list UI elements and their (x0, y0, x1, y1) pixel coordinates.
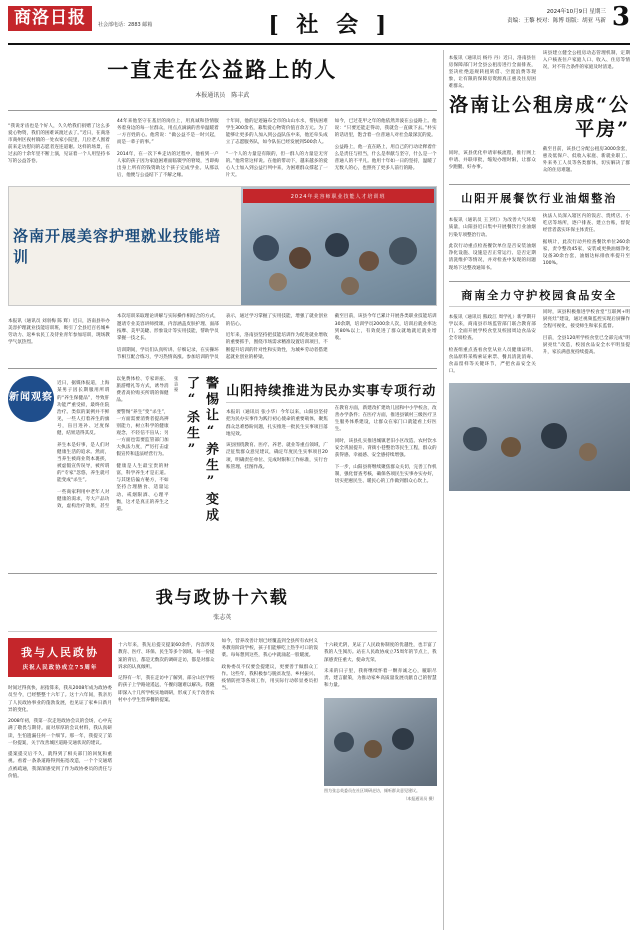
banner-text (9, 187, 241, 305)
paragraph: “一个人的力量是有限的，但一群人的力量是无穷的。”他常常这样说。在他的带动下，越来越多的爱心人士加入到公益行列中来，为困难群众撑起了一片天。 (225, 152, 328, 179)
paragraph: 截至目前，该县今年已累计开展各类职业技能培训30余期，培训学员2000余人次，培训后就业率达到80%以上，有效促进了群众就地就近就业增收。 (334, 314, 437, 341)
photo-figure (334, 732, 354, 752)
paragraph: 公益路上，他一直在路上，用自己的行动诠释着什么是责任与担当，什么是奉献与坚守，什么是一个普通人的不平凡。他用十年如一日的坚持，温暖了无数人的心，也照亮了更多人前行的路。 (334, 144, 437, 172)
paragraph: “我说牙齿也是个好人，久久给我们捐赠了这么多爱心物资，我们的困难该渡过去了。”近日，在商洛市商州区夜村镇的一处农家小院里，几位老人围着前来走访慰问的志愿者连连道谢。这样的场景，在过去的十余年里不断上演，见证着一个人用坚持书写的公益答卷。 (8, 123, 110, 165)
badge-title: 我与人民政协 (21, 645, 99, 659)
right-article-1 (449, 50, 630, 177)
banner-body (8, 313, 437, 360)
banner-headline: 洛南开展美容护理就业技能培训 (13, 227, 222, 267)
masthead-left (8, 6, 152, 31)
paragraph: 未来的日子里，我将继续怀着一颗赤诚之心，履职尽责、建言献策，为推动家乡高质量发展贡献自己的智慧和力量。 (324, 669, 437, 689)
right-article-2-headline: 山阳开展餐饮行业油烟整治 (461, 192, 618, 206)
paragraph: 在教育方面，新建改扩建幼儿园和中小学校舍，改善办学条件；在医疗方面，推进县镇村三级医疗卫生服务体系建设，让群众在家门口就能看上好医生。 (334, 405, 437, 433)
divider (449, 281, 630, 282)
paragraph: 如今，已过花甲之年的他依然奔波在公益路上。他说：“只要还能走得动，我就会一直做下去。”朴实的话语里，饱含着一位普通人对社会最深沉的爱。 (334, 119, 437, 139)
paragraph: 养生本是好事，是人们对健康生活的追求。然而，当养生被商业资本裹挟，被虚假宣传误导，被所谓的“专家”忽悠，养生就可能变成“杀生”。 (57, 442, 110, 484)
badge-subtitle: 庆祝人民政协成立75周年 (22, 664, 98, 671)
zhengxie-photo (324, 698, 437, 786)
photo-figure (289, 247, 311, 269)
observation-vertical (8, 376, 220, 566)
lead-paragraph: 本报讯（通讯员 刘羽梅 陈 辉）近日，洛南县举办美容护理就业技能培训班，吸引了全县近百名城乡劳动力、返乡农民工及待业青年参加培训，现场教学气氛热烈。 (8, 319, 110, 346)
paragraph: 同时，该县扎实推进城镇老旧小区改造、农村饮水安全巩固提升、背街小巷整治等民生工程，群众的获得感、幸福感、安全感持续增强。 (334, 438, 437, 458)
paragraph: 同时，该县积极推进学校食堂“互联网+明厨亮灶”建设，通过视频监控实现后厨操作全程可视化，接受师生和家长监督。 (542, 310, 630, 330)
zhengxie-headline: 我与政协十六载 (155, 587, 289, 608)
paragraph: 提案提交后不久，就得到了相关部门的回复和重视。看着一条条道路得到拓宽改造，一个个交通堵点被疏通，我深深感受到了作为政协委员的责任与价值。 (8, 752, 112, 779)
middle-section (8, 376, 437, 566)
photo-caption: 图为张志英委员在社区调研走访，倾听群众意见建议。 (324, 788, 420, 794)
zhengxie-body-col3 (324, 638, 437, 694)
right-article-1-headline: 洛南让公租房成“公平房” (449, 94, 630, 140)
masthead-contact: 社会部电话：2883 邮箱 (98, 21, 153, 28)
paragraph: 十六年来，我先后提交提案60余件，内容涉及教育、医疗、环保、民生等多个领域。每一份提案的背后，都是无数次的调研走访，都是对群众诉求的认真倾听。 (118, 643, 215, 670)
photo-banner-strip: 2024年美容师职业技能人才培训班 (243, 189, 434, 203)
paragraph: 据统计，此次行动共检查餐饮单位260余家，责令整改45家，安装或更换油烟净化设备30余台套，油烟达标排放率提升至100%。 (542, 239, 630, 266)
right-article-1-body (449, 146, 630, 178)
paragraph: 要警惕“养生”变“杀生”，一方面需要消费者提高辨别能力，树立科学的健康观念，不轻信不盲从；另一方面也需要监管部门加大执法力度，严厉打击虚假宣传和违法经营行为。 (116, 409, 169, 458)
paragraph: 培训期间，学员们认真听讲、仔细记录，在实操环节相互配合练习，学习热情高涨。参加培训的学员表示，通过学习掌握了实用技能，增强了就业创业的信心。 (116, 314, 328, 360)
shanyang-article (226, 376, 437, 566)
paragraph: 44年来他坚守在基层的岗位上，用真诚和热情服务着身边的每一位群众，用点点滴滴的善举温暖着一方百姓的心。他常说：“做公益不是一时兴起，而是一辈子的事。” (116, 119, 219, 146)
zhengxie-author: 张志英 (213, 613, 232, 621)
photo-figure (325, 233, 349, 257)
paragraph: 该县建立健全公租房动态管理机制，定期入户核查住户家庭人口、收入、住房等情况，对不符合条件的家庭及时清退。 (542, 51, 630, 71)
zhengxie-left (8, 638, 112, 930)
zhengxie-body-col1 (8, 681, 112, 785)
paragraph: 下一步，山阳县将继续聚焦群众关切，完善工作机制，强化督查考核，确保各项民生实事办实办好，切实把惠民生、暖民心的工作做到群众心坎上。 (334, 464, 437, 484)
photo-figure (541, 423, 567, 449)
editor-credits: 责编：王黎 校对：陈博 组版：胡亚 马新 (507, 18, 606, 25)
masthead-meta (507, 6, 606, 27)
paragraph: 检查组重点查看食堂从业人员健康证明、食品原料采购索证索票、餐具清洗消毒、食品留样等关键环节，严把食品安全关口。 (448, 347, 536, 375)
photo-figure (359, 251, 379, 271)
paragraph: 如今，营养改善计划已经覆盖到全县所有农村义务教育阶段学校，孩子们能够吃上热乎可口的饭菜。每每想到这些，我心中就涌起一股暖流。 (221, 638, 318, 658)
paragraph: 同时，该县优化申请审核流程，推行网上申请、并联审批，缩短办理时限，让群众少跑腿、好办事。 (448, 151, 536, 171)
banner-article (8, 186, 437, 306)
paragraph: 目前，全县120所学校食堂已全部完成“明厨亮灶”改造，校园食品安全水平明显提升，家长满意度持续提高。 (542, 336, 630, 356)
paragraph: 此次行动重点检查餐饮单位是否安装油烟净化设施、设施是否正常运行、是否定期清洗维护等情况，并对检查中发现的问题现场下达整改通知书。 (448, 244, 536, 271)
photo-figure (253, 235, 279, 261)
divider (449, 210, 630, 211)
lead-paragraph: 本报讯（通讯员 张小华）今年以来，山阳县坚持把为民办实事作为践行初心使命的重要载体，聚焦群众急难愁盼问题，扎实推进一批民生实事项目落地见效。 (226, 410, 328, 437)
right-article-3-body (449, 309, 630, 375)
paragraph: 十六载光阴，见证了人民政协制度的优越性，也丰富了我的人生阅历。站在人民政协成立75周年的节点上，我深感责任重大、使命光荣。 (324, 643, 437, 663)
lead-paragraph: 本报讯（通讯员 熊政江 周学礼）新学期开学以来，商南县市场监管部门联合教育部门，全面开展学校食堂及校园周边食品安全专项检查。 (448, 314, 536, 342)
paragraph: 截至目前，该县已分配公租房3000余套，惠及低保户、低收入家庭、新就业职工、外来务工人员等各类群体，切实解决了群众的住房难题。 (542, 146, 630, 173)
news-observation-badge: 新闻观察 (8, 376, 54, 422)
page-columns (8, 50, 630, 930)
divider (8, 368, 437, 369)
right-column-photo (449, 383, 630, 491)
publish-date: 2024年10月9日 星期三 (546, 9, 606, 15)
paragraph: 执法人员深入辖区内的饭店、烧烤店、小吃店等场所，逐户排查、建立台账，督促经营者落实环保主体责任。 (542, 213, 630, 233)
photo-credit: （本报通讯员 摄） (403, 795, 437, 801)
paragraph: 2014年，在一次下乡走访的过程中，他看到一户人家的孩子因为家庭困难面临辍学的窘境，当即掏出身上所有的钱资助这个孩子完成学业。从那以后，他便与公益结下了不解之缘。 (116, 152, 219, 179)
lead-paragraph: 本报讯（通讯员 王卫红）为改善大气环境质量，山阳县近日集中开展餐饮行业油烟污染专项整治行动。 (448, 218, 536, 238)
lead-body (8, 118, 437, 179)
paragraph: 该县围绕教育、医疗、养老、就业等重点领域，广泛征集群众意见建议，确定年度民生实事项目20项，明确责任单位、完成时限和工作标准，实行台账管理、挂图作战。 (226, 443, 328, 470)
page-number: 3 (611, 2, 630, 32)
newspaper-logo: 商洛日报 (8, 6, 92, 31)
observation-author: 张志豪 (173, 375, 178, 393)
paragraph: 十年间，他的足迹遍布全市的山山水水，帮扶困难学生300余名，募集爱心物资价值百余万元。为了能够让更多的人加入到公益队伍中来，他还牵头成立了志愿服务队，如今队伍已经发展到500余人。 (225, 119, 328, 146)
divider (449, 306, 630, 307)
photo-figure (392, 728, 414, 750)
divider (8, 110, 437, 111)
paragraph: 时间过得真快，屈指算来，我从2008年成为政协委员至今，已经整整十六年了。这十六年间，我亲历了人民政协事业的蓬勃发展，也见证了家乡日新月异的变化。 (8, 686, 112, 713)
banner-photo (241, 187, 436, 305)
divider (8, 573, 437, 574)
paragraph: 健康是人生最宝贵的财富，科学养生才是正道。与其迷信偏方秘方，不如坚持合理膳食、适量运动、戒烟限酒、心理平衡，这才是真正的养生之道。 (116, 464, 169, 512)
right-article-3 (449, 289, 630, 375)
photo-figure (501, 437, 521, 457)
observation-block (8, 376, 220, 566)
anniversary-badge (8, 638, 112, 677)
right-article-1-lead (449, 50, 630, 90)
shanyang-body (226, 405, 437, 485)
lead-paragraph: 本报讯（通讯员 杨丹 丹）近日，洛南县住房保障部门对全县公租房进行全面排查，坚决杜绝违规转租转借、空置浪费等现象，让有限的保障房资源真正惠及住房困难群众。 (448, 55, 536, 90)
divider (226, 402, 437, 403)
paragraph: 一些商家利用中老年人对健康的渴求，夸大产品功效，虚构治疗效果，甚至以免费体检、专家讲座、旅游赠礼等方式，诱导消费者高价购买所谓的保健品。 (57, 376, 169, 510)
photo-figure (463, 427, 487, 451)
photo-figure (579, 443, 597, 461)
photo-figure (364, 740, 382, 758)
lead-byline: 本报通讯员 陈丰武 (195, 92, 250, 99)
paragraph: 近年来，洛南县坚持把技能培训作为促进就业增收的重要抓手，围绕市场需求精准设置培训项目，不断提升培训的针对性和实效性，为城乡劳动者搭建起就业创业的桥梁。 (225, 333, 328, 360)
right-article-3-headline: 商南全力守护校园食品安全 (461, 288, 618, 302)
photo-figure (389, 237, 417, 265)
lead-headline: 一直走在公益路上的人 (107, 57, 338, 82)
paragraph: 政协委员不仅要会提建议，更要善于做群众工作。这些年，我积极参与脱贫攻坚、乡村振兴、疫情防控等各项工作，用实际行动彰显委员担当。 (221, 664, 318, 691)
paragraph: 2008年初，我第一次走进政协会议的会场，心中充满了敬畏与期待。面对厚厚的会议材料，我认真研读，生怕遗漏任何一个细节。那一年，我提交了第一份提案，关于改善城区道路交通状况的建议。 (8, 719, 112, 746)
photo-figure (341, 277, 359, 295)
observation-headline: 警惕让“养生”变成了“杀生” (184, 375, 218, 524)
right-column (443, 50, 630, 930)
divider (8, 631, 437, 632)
section-title: [ 社 会 ] (268, 12, 392, 38)
paragraph: 记得有一年，我在走访中了解到，部分山区学校的孩子上学路途遥远，午餐问题难以解决。我随即深入十几所学校实地调研，形成了关于改善农村中小学生营养餐的提案。 (118, 676, 215, 703)
photo-figure (269, 273, 287, 291)
zhengxie-body-col2 (118, 638, 318, 930)
main-column (8, 50, 437, 930)
zhengxie-right (324, 638, 437, 930)
paragraph: 近日，据媒体报道，上海某男子因长期服用所谓的“养生保健品”，导致肝功能严重受损，最终住院治疗。类似的案例并不鲜见，一些人打着养生的旗号，盲目进补、过度保健，结果适得其反。 (57, 381, 110, 437)
shanyang-headline: 山阳持续推进为民办实事专项行动 (226, 383, 437, 399)
paragraph: 本次培训采取理论讲解与实际操作相结合的方式，邀请专业美容讲师授课，内容涵盖皮肤护理、面部按摩、美甲美睫、形象设计等实用技能，帮助学员掌握一技之长。 (116, 314, 219, 341)
masthead (8, 2, 630, 45)
divider (449, 184, 630, 185)
masthead-right (507, 2, 630, 32)
zhengxie-layout (8, 638, 437, 930)
observation-body (57, 376, 169, 566)
right-article-2-body (449, 213, 630, 274)
right-article-2 (449, 192, 630, 274)
